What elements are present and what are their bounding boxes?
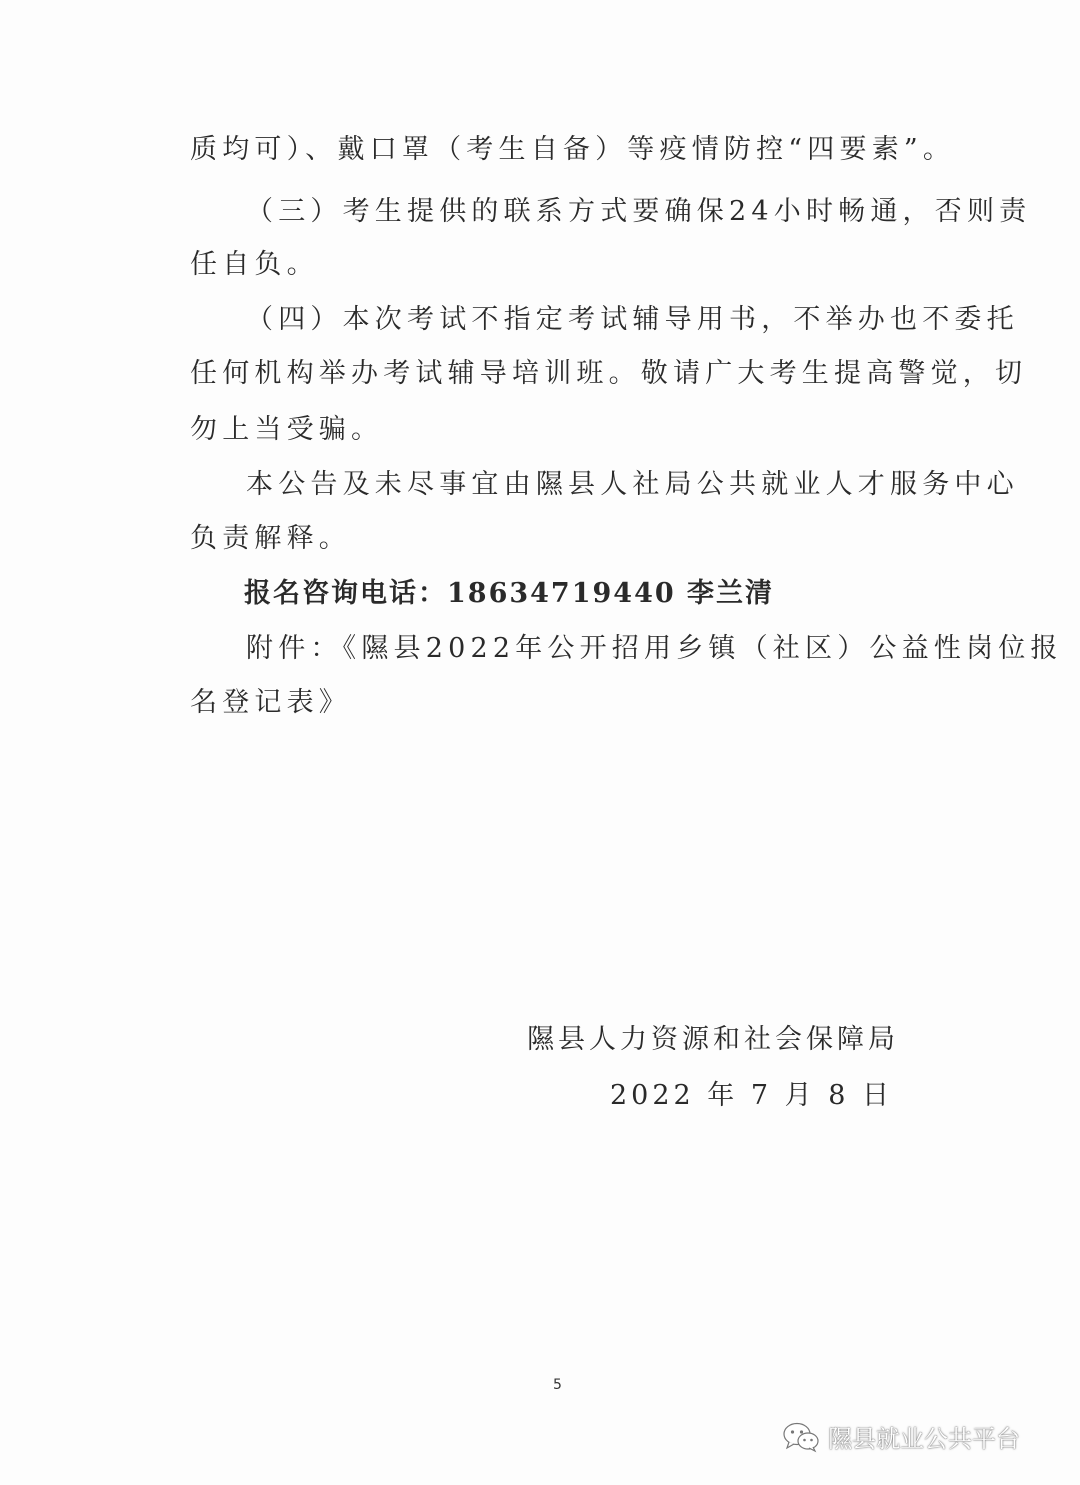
- attachment-line: 附件：《隰县2022年公开招用乡镇（社区）公益性岗位报: [246, 633, 1063, 664]
- paragraph-line: 质均可）、戴口罩（考生自备）等疫情防控“四要素”。: [190, 134, 956, 165]
- contact-phone-line: 报名咨询电话：18634719440 李兰清: [244, 578, 775, 609]
- paragraph-line: 勿上当受骗。: [190, 414, 384, 445]
- paragraph-line: （四）本次考试不指定考试辅导用书，不举办也不委托: [246, 304, 1019, 335]
- watermark-text: 隰县就业公共平台: [828, 1425, 1020, 1453]
- watermark: [782, 1419, 1020, 1454]
- issuer-name: 隰县人力资源和社会保障局: [527, 1024, 899, 1055]
- paragraph-line: 本公告及未尽事宜由隰县人社局公共就业人才服务中心: [246, 469, 1019, 500]
- paragraph-line: 任何机构举办考试辅导培训班。敬请广大考生提高警觉，切: [190, 358, 1028, 389]
- paragraph-line: （三）考生提供的联系方式要确保24小时畅通，否则责: [246, 196, 1032, 227]
- paragraph-line: 负责解释。: [190, 523, 351, 554]
- paragraph-line: 任自负。: [190, 249, 319, 280]
- attachment-line: 名登记表》: [190, 687, 351, 718]
- wechat-icon: [782, 1421, 820, 1453]
- issue-date: 2022 年 7 月 8 日: [610, 1080, 893, 1111]
- page-number: 5: [553, 1377, 562, 1393]
